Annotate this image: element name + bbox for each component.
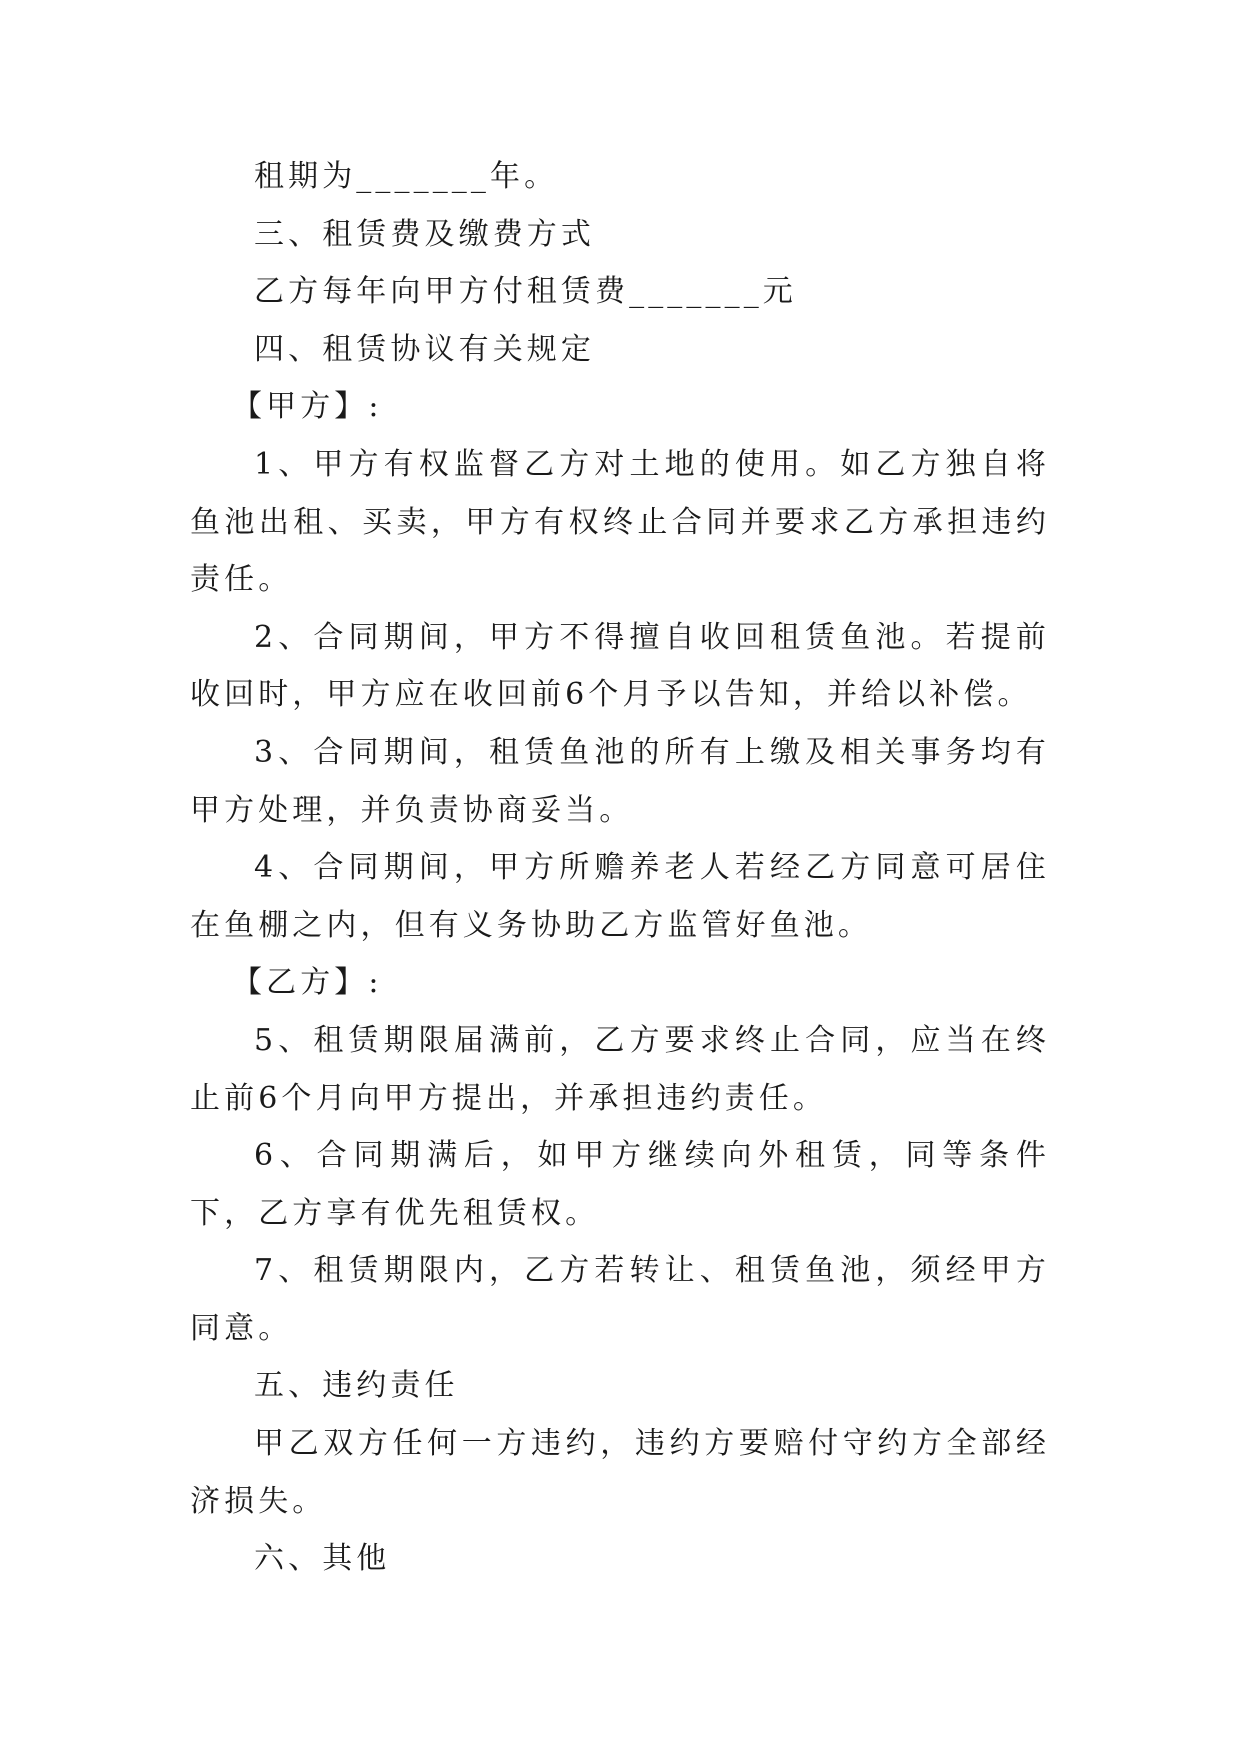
clause-2: 2、合同期间，甲方不得擅自收回租赁鱼池。若提前收回时，甲方应在收回前6个月予以告知，并给以补偿。: [190, 619, 1050, 713]
clause-4: 4、合同期间，甲方所赡养老人若经乙方同意可居住在鱼棚之内，但有义务协助乙方监管好鱼池。: [190, 850, 1050, 943]
paragraph-breach-liability: 甲乙双方任何一方违约，违约方要赔付守约方全部经济损失。: [190, 1426, 1050, 1519]
party-a-heading: 【甲方】:: [232, 389, 383, 425]
clause-6: 6、合同期满后，如甲方继续向外租赁，同等条件下，乙方享有优先租赁权。: [190, 1138, 1050, 1231]
section-heading-provisions: 四、租赁协议有关规定: [254, 331, 595, 367]
clause-3: 3、合同期间，租赁鱼池的所有上缴及相关事务均有甲方处理，并负责协商妥当。: [190, 734, 1050, 828]
clause-5: 5、租赁期限届满前，乙方要求终止合同，应当在终止前6个月向甲方提出，并承担违约责任。: [190, 1022, 1050, 1116]
clause-1: 1、甲方有权监督乙方对土地的使用。如乙方独自将鱼池出租、买卖，甲方有权终止合同并要求乙方承担违约责任。: [190, 446, 1050, 598]
party-b-heading: 【乙方】:: [232, 965, 383, 1001]
paragraph-lease-term: 租期为_______年。: [254, 159, 559, 194]
section-heading-fees: 三、租赁费及缴费方式: [254, 216, 595, 252]
document-body: [190, 148, 1050, 1588]
section-heading-breach: 五、违约责任: [254, 1368, 459, 1404]
paragraph-annual-fee: 乙方每年向甲方付租赁费_______元: [254, 274, 797, 310]
section-heading-other: 六、其他: [254, 1541, 391, 1577]
clause-7: 7、租赁期限内，乙方若转让、租赁鱼池，须经甲方同意。: [190, 1253, 1050, 1346]
